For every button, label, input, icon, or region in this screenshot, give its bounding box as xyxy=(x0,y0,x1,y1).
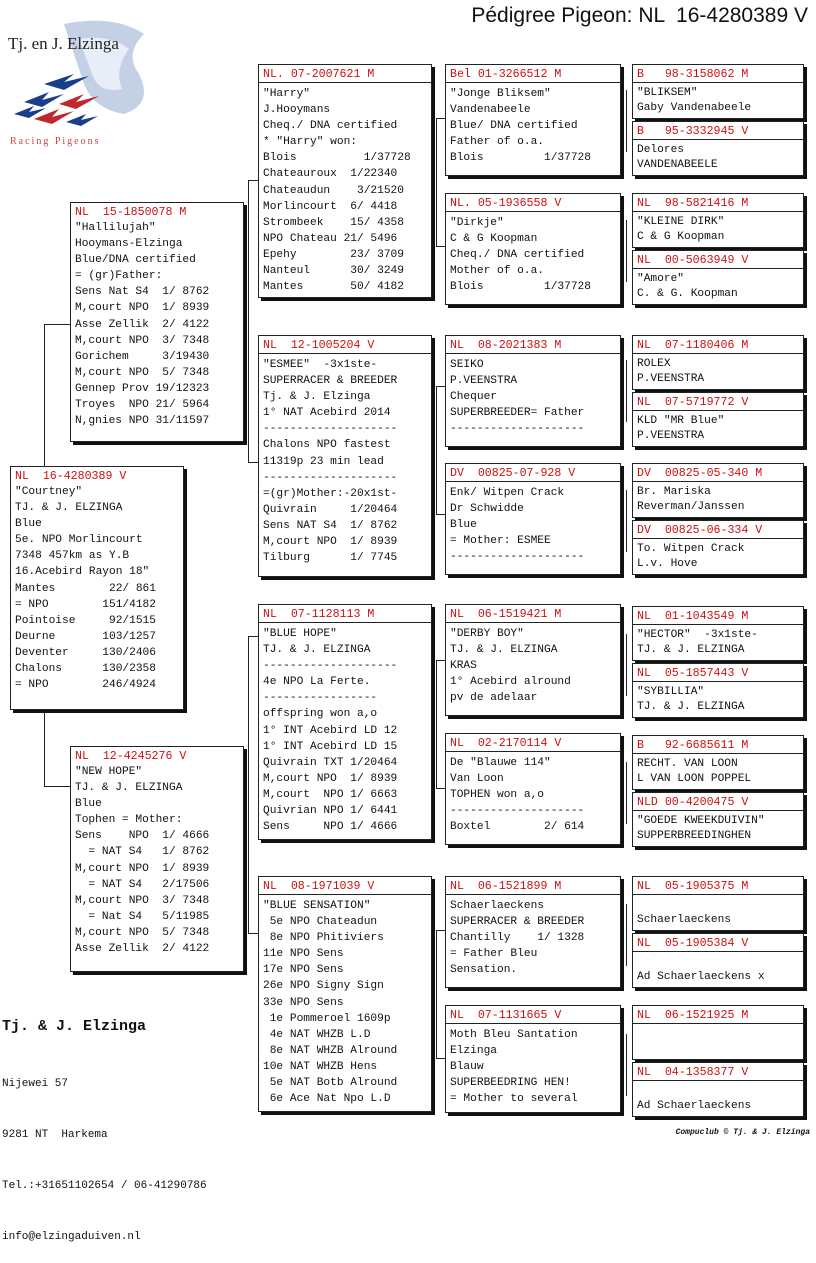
detail-line: = Father Bleu xyxy=(450,948,538,961)
detail-line xyxy=(637,955,799,970)
pigeon-details xyxy=(637,542,799,573)
pigeon-details xyxy=(637,272,799,303)
pigeon-details xyxy=(637,86,799,117)
detail-line: "DERBY BOY" xyxy=(450,628,524,640)
grandmother-paternal-card xyxy=(258,335,432,577)
great-grandparent-card xyxy=(632,933,804,988)
pigeon-details xyxy=(450,755,616,835)
detail-line: "Courtney" xyxy=(15,486,83,498)
detail-line: Quivrain 1/20464 xyxy=(263,503,398,516)
detail-line xyxy=(637,1058,799,1060)
ring-number: DV 00825-05-340 M xyxy=(633,466,803,482)
great-grandparent-card xyxy=(632,121,804,176)
detail-line: Dr Schwidde xyxy=(450,503,524,516)
detail-line: 4e NPO La Ferte. xyxy=(263,676,371,689)
connector-line xyxy=(436,118,445,119)
connector-line xyxy=(626,762,627,824)
ancestor-card xyxy=(445,876,621,988)
detail-line: "BLUE HOPE" xyxy=(263,628,337,640)
connector-line xyxy=(436,788,445,789)
ancestor-card xyxy=(445,604,621,716)
detail-line: M,court NPO 5/ 7348 xyxy=(75,926,210,939)
connector-line xyxy=(436,660,437,788)
ring-number: NLD 00-4200475 V xyxy=(633,795,803,811)
detail-line: Schaerlaeckens xyxy=(637,914,731,927)
detail-line: = Nat S4 5/11985 xyxy=(75,910,210,923)
detail-line: M,court NPO 1/ 6663 xyxy=(263,788,398,801)
pigeon-details xyxy=(637,898,799,929)
detail-line: -------------------- xyxy=(263,660,398,673)
detail-line: "SYBILLIA" xyxy=(637,686,705,698)
pigeon-details xyxy=(637,215,799,246)
detail-line: -------------------- xyxy=(450,423,585,436)
owner-name: Tj. & J. Elzinga xyxy=(2,1018,147,1035)
ancestor-card xyxy=(445,64,621,176)
detail-line: J.Hooymans xyxy=(263,104,331,117)
owner-address-line: 9281 NT Harkema xyxy=(2,1129,108,1141)
detail-line: Hooymans-Elzinga xyxy=(75,238,183,251)
detail-line: Blue/DNA certified xyxy=(75,254,196,267)
ring-number: NL 16-4280389 V xyxy=(15,470,127,483)
detail-line: 1° NAT Acebird 2014 xyxy=(263,407,391,420)
detail-line: Quivrian NPO 1/ 6441 xyxy=(263,805,398,818)
connector-line xyxy=(436,118,437,246)
detail-line: Tj. & J. Elzinga xyxy=(263,391,371,404)
detail-line: Delores xyxy=(637,144,684,156)
detail-line: -------------------- xyxy=(450,551,585,564)
great-grandparent-card xyxy=(632,64,804,119)
detail-line: 17e NPO Sens xyxy=(263,964,344,977)
detail-line: -------------------- xyxy=(263,471,398,484)
great-grandparent-card xyxy=(632,663,804,718)
detail-line: SUPERRACER & BREEDER xyxy=(263,375,398,388)
detail-line: "BLIKSEM" xyxy=(637,87,698,99)
detail-line: = (gr)Father: xyxy=(75,270,163,283)
detail-line: Schaerlaeckens xyxy=(450,900,544,912)
connector-line xyxy=(626,634,627,696)
detail-line: TJ. & J. ELZINGA xyxy=(263,644,371,657)
detail-line: Nanteul 30/ 3249 xyxy=(263,265,404,278)
ring-number: NL 00-5063949 V xyxy=(633,253,803,269)
detail-line: Vandenabeele xyxy=(450,104,531,117)
connector-line xyxy=(626,904,627,966)
ring-number: Bel 01-3266512 M xyxy=(446,67,620,83)
detail-line: Asse Zellik 2/ 4122 xyxy=(75,318,210,331)
connector-line xyxy=(436,246,445,247)
logo-subtitle: Racing Pigeons xyxy=(10,136,101,147)
connector-line xyxy=(248,180,258,181)
detail-line: 5e NPO Chateadun xyxy=(263,916,378,929)
detail-line: Boxtel 2/ 614 xyxy=(450,821,585,834)
detail-line: 11e NPO Sens xyxy=(263,948,344,961)
detail-line xyxy=(637,1027,799,1042)
detail-line: = Mother: ESMEE xyxy=(450,535,551,548)
pigeon-details xyxy=(637,628,799,659)
detail-line: P.VEENSTRA xyxy=(637,373,705,386)
detail-line: Tophen = Mother: xyxy=(75,814,183,827)
detail-line: = NPO 151/4182 xyxy=(15,598,156,611)
detail-line: Br. Mariska xyxy=(637,486,711,498)
connector-line xyxy=(44,324,70,325)
detail-line: C. & G. Koopman xyxy=(637,288,738,301)
pigeon-details xyxy=(263,86,427,295)
great-grandparent-card xyxy=(632,876,804,931)
pigeon-details xyxy=(637,357,799,388)
connector-line xyxy=(248,933,258,934)
detail-line: 1° INT Acebird LD 12 xyxy=(263,724,398,737)
great-grandparent-card xyxy=(632,520,804,575)
detail-line: Mother of o.a. xyxy=(450,265,544,278)
detail-line: Morlincourt 6/ 4418 xyxy=(263,200,398,213)
pigeon-details xyxy=(637,1084,799,1115)
detail-line: 10e NAT WHZB Hens xyxy=(263,1060,378,1073)
detail-line: * "Harry" won: xyxy=(263,136,357,149)
connector-line xyxy=(626,490,627,552)
ring-number: NL 08-1971039 V xyxy=(259,879,431,895)
ring-number: NL 07-1180406 M xyxy=(633,338,803,354)
ring-number: NL 01-1043549 M xyxy=(633,609,803,625)
footer-credit: Compuclub © Tj. & J. Elzinga xyxy=(675,1128,810,1137)
detail-line: 4e NAT WHZB L.D xyxy=(263,1028,371,1041)
ring-number: NL 12-1005204 V xyxy=(259,338,431,354)
ring-number: NL 06-1521899 M xyxy=(446,879,620,895)
great-grandparent-card xyxy=(632,792,804,847)
detail-line: M,court NPO 5/ 7348 xyxy=(75,366,210,379)
detail-line xyxy=(637,1042,799,1057)
connector-line xyxy=(436,660,445,661)
mother-card xyxy=(70,746,244,972)
grandmother-maternal-card xyxy=(258,876,432,1112)
pigeon-details xyxy=(637,485,799,516)
pigeon-details xyxy=(637,757,799,788)
detail-line: Blauw xyxy=(450,1061,484,1074)
detail-line: "Amore" xyxy=(637,273,684,285)
detail-line: 11319p 23 min lead xyxy=(263,455,384,468)
detail-line: N,gnies NPO 31/11597 xyxy=(75,415,210,428)
detail-line: 7348 457km as Y.B xyxy=(15,550,130,563)
detail-line: "KLEINE DIRK" xyxy=(637,216,725,228)
great-grandparent-card xyxy=(632,1005,804,1060)
ring-number: NL 12-4245276 V xyxy=(75,750,187,763)
detail-line: Chantilly 1/ 1328 xyxy=(450,932,585,945)
pigeon-details xyxy=(263,898,427,1107)
connector-line xyxy=(248,462,258,463)
detail-line: Gennep Prov 19/12323 xyxy=(75,382,210,395)
connector-line xyxy=(626,360,627,422)
detail-line: Elzinga xyxy=(450,1045,497,1058)
connector-line xyxy=(436,1058,445,1059)
detail-line: Chateaudun 3/21520 xyxy=(263,184,404,197)
detail-line: VANDENABEELE xyxy=(637,159,718,172)
detail-line: "Jonge Bliksem" xyxy=(450,88,551,100)
great-grandparent-card xyxy=(632,1062,804,1117)
detail-line: "BLUE SENSATION" xyxy=(263,900,371,912)
detail-line: Mantes 22/ 861 xyxy=(15,582,156,595)
detail-line: 6e Ace Nat Npo L.D xyxy=(263,1093,391,1106)
detail-line: SUPERRACER & BREEDER xyxy=(450,916,585,929)
detail-line: pv de adelaar xyxy=(450,692,538,705)
detail-line: M,court NPO 1/ 8939 xyxy=(75,862,210,875)
detail-line: = NPO 246/4924 xyxy=(15,679,156,692)
detail-line: TJ. & J. ELZINGA xyxy=(637,644,745,657)
detail-line: "Hallilujah" xyxy=(75,222,156,234)
detail-line: C & G Koopman xyxy=(637,231,725,244)
detail-line: P.VEENSTRA xyxy=(450,375,518,388)
detail-line: = NAT S4 2/17506 xyxy=(75,878,210,891)
detail-line: "NEW HOPE" xyxy=(75,766,143,778)
ring-number: NL 04-1358377 V xyxy=(633,1065,803,1081)
ring-number: NL 06-1521925 M xyxy=(633,1008,803,1024)
detail-line: 26e NPO Signy Sign xyxy=(263,980,384,993)
detail-line: Sens Nat S4 1/ 8762 xyxy=(75,286,210,299)
connector-line xyxy=(626,220,627,282)
detail-line xyxy=(637,898,799,913)
father-card xyxy=(70,202,244,442)
owner-phone: Tel.:+31651102654 / 06-41290786 xyxy=(2,1180,207,1192)
detail-line: "GOEDE KWEEKDUIVIN" xyxy=(637,815,765,827)
detail-line: TJ. & J. ELZINGA xyxy=(15,502,123,515)
detail-line: Blue/ DNA certified xyxy=(450,120,578,133)
pigeon-details xyxy=(263,626,427,835)
detail-line: Cheq./ DNA certified xyxy=(450,249,585,262)
detail-line: P.VEENSTRA xyxy=(637,430,705,443)
ancestor-card xyxy=(445,1005,621,1113)
great-grandparent-card xyxy=(632,335,804,390)
owner-contact xyxy=(2,1042,207,1263)
great-grandparent-card xyxy=(632,250,804,305)
ring-number: DV 00825-06-334 V xyxy=(633,523,803,539)
detail-line: Mantes 50/ 4182 xyxy=(263,281,404,294)
detail-line: SUPPERBREEDINGHEN xyxy=(637,830,752,843)
detail-line: Cheq./ DNA certified xyxy=(263,120,398,133)
detail-line: TOPHEN won a,o xyxy=(450,789,544,802)
detail-line: TJ. & J. ELZINGA xyxy=(75,782,183,795)
detail-line: = Mother to several xyxy=(450,1093,578,1106)
detail-line: Gorichem 3/19430 xyxy=(75,350,210,363)
detail-line: "HECTOR" -3x1ste- xyxy=(637,629,758,641)
connector-line xyxy=(626,90,627,152)
detail-line: M,court NPO 1/ 8939 xyxy=(263,536,398,549)
detail-line xyxy=(637,1084,799,1099)
detail-line: M,court NPO 1/ 8939 xyxy=(263,772,398,785)
owner-email: info@elzingaduiven.nl xyxy=(2,1231,141,1243)
detail-line: SUPERBEEDRING HEN! xyxy=(450,1077,571,1090)
pigeon-details xyxy=(450,357,616,437)
detail-line: Father of o.a. xyxy=(450,136,544,149)
detail-line: Moth Bleu Santation xyxy=(450,1029,578,1041)
detail-line: Sensation. xyxy=(450,964,518,977)
great-grandparent-card xyxy=(632,463,804,518)
connector-line xyxy=(436,386,437,514)
ring-number: NL 05-1905375 M xyxy=(633,879,803,895)
detail-line: KRAS xyxy=(450,660,477,673)
detail-line: 8e NPO Phitiviers xyxy=(263,932,384,945)
detail-line: Van Loon xyxy=(450,773,504,786)
ring-number: B 92-6685611 M xyxy=(633,738,803,754)
detail-line: To. Witpen Crack xyxy=(637,543,745,555)
detail-line: Ad Schaerlaeckens xyxy=(637,1100,752,1113)
detail-line: =(gr)Mother:-20x1st- xyxy=(263,487,398,500)
detail-line: M,court NPO 3/ 7348 xyxy=(75,894,210,907)
detail-line: M,court NPO 1/ 8939 xyxy=(75,302,210,315)
detail-line: "Dirkje" xyxy=(450,217,504,229)
detail-line: L VAN LOON POPPEL xyxy=(637,773,752,786)
detail-line: Sens NAT S4 1/ 8762 xyxy=(263,519,398,532)
detail-line: ROLEX xyxy=(637,358,671,370)
detail-line: -------------------- xyxy=(450,805,585,818)
logo-name: Tj. en J. Elzinga xyxy=(8,34,119,53)
ring-number: NL 02-2170114 V xyxy=(446,736,620,752)
great-grandparent-card xyxy=(632,392,804,447)
pigeon-details xyxy=(450,898,616,978)
ring-number: DV 00825-07-928 V xyxy=(446,466,620,482)
detail-line: Deventer 130/2406 xyxy=(15,646,156,659)
pigeon-details xyxy=(637,955,799,986)
detail-line: 8e NAT WHZB Alround xyxy=(263,1044,398,1057)
detail-line: 5e. NPO Morlincourt xyxy=(15,534,143,547)
pigeon-details xyxy=(75,220,239,429)
detail-line: Quivrain TXT 1/20464 xyxy=(263,756,398,769)
ring-number: NL 06-1519421 M xyxy=(446,607,620,623)
pigeon-details xyxy=(15,484,179,693)
ring-number: B 98-3158062 M xyxy=(633,67,803,83)
ring-number: B 95-3332945 V xyxy=(633,124,803,140)
detail-line: Blois 1/37728 xyxy=(450,152,591,165)
pigeon-details xyxy=(450,215,616,295)
ancestor-card xyxy=(445,193,621,305)
ring-number: NL 15-1850078 M xyxy=(75,206,187,219)
connector-line xyxy=(44,749,45,786)
detail-line: Gaby Vandenabeele xyxy=(637,102,752,115)
ring-number: NL 05-1905384 V xyxy=(633,936,803,952)
connector-line xyxy=(248,636,258,637)
connector-line xyxy=(436,930,437,1058)
ancestor-card xyxy=(445,335,621,447)
owner-address-line: Nijewei 57 xyxy=(2,1078,69,1090)
detail-line: Strombeek 15/ 4358 xyxy=(263,216,404,229)
pigeon-details xyxy=(450,1027,616,1107)
detail-line: 1° INT Acebird LD 15 xyxy=(263,740,398,753)
ancestor-card xyxy=(445,733,621,845)
pigeon-details xyxy=(263,357,427,566)
detail-line: Sens NPO 1/ 4666 xyxy=(75,830,210,843)
detail-line: = NAT S4 1/ 8762 xyxy=(75,846,210,859)
ancestor-card xyxy=(445,463,621,575)
detail-line: Ad Schaerlaeckens x xyxy=(637,971,765,984)
detail-line: Blois 1/37728 xyxy=(450,281,591,294)
ring-number: NL. 07-2007621 M xyxy=(259,67,431,83)
ring-number: NL 05-1857443 V xyxy=(633,666,803,682)
ring-number: NL 07-5719772 V xyxy=(633,395,803,411)
connector-line xyxy=(436,386,445,387)
pigeon-details xyxy=(450,86,616,166)
detail-line: L.v. Hove xyxy=(637,558,698,571)
detail-line: NPO Chateau 21/ 5496 xyxy=(263,232,398,245)
detail-line: KLD "MR Blue" xyxy=(637,415,725,427)
ring-number: NL 08-2021383 M xyxy=(446,338,620,354)
connector-line xyxy=(248,180,249,462)
ring-number: NL. 05-1936558 V xyxy=(446,196,620,212)
detail-line: Sens NPO 1/ 4666 xyxy=(263,821,398,834)
connector-line xyxy=(436,930,445,931)
great-grandparent-card xyxy=(632,735,804,790)
ring-number: NL 07-1131665 V xyxy=(446,1008,620,1024)
great-grandparent-card xyxy=(632,193,804,248)
detail-line: Pointoise 92/1515 xyxy=(15,614,156,627)
detail-line: TJ. & J. ELZINGA xyxy=(450,644,558,657)
pigeon-details xyxy=(450,485,616,565)
detail-line: 5e NAT Botb Alround xyxy=(263,1077,398,1090)
detail-line: 16.Acebird Rayon 18" xyxy=(15,566,150,579)
detail-line: offspring won a,o xyxy=(263,708,378,721)
detail-line: Blue xyxy=(450,519,477,532)
detail-line: -------------------- xyxy=(263,423,398,436)
detail-line: Epehy 23/ 3709 xyxy=(263,248,404,261)
detail-line: 1e Pommeroel 1609p xyxy=(263,1012,391,1025)
connector-line xyxy=(626,1034,627,1096)
connector-line xyxy=(44,786,70,787)
connector-line xyxy=(436,514,445,515)
detail-line: Troyes NPO 21/ 5964 xyxy=(75,399,210,412)
pigeon-details xyxy=(637,814,799,845)
ring-number: NL 98-5821416 M xyxy=(633,196,803,212)
detail-line: 33e NPO Sens xyxy=(263,996,344,1009)
detail-line: TJ. & J. ELZINGA xyxy=(637,701,745,714)
pigeon-details xyxy=(75,764,239,957)
detail-line: Blue xyxy=(75,798,102,811)
main-pigeon-card xyxy=(10,466,184,710)
detail-line: Deurne 103/1257 xyxy=(15,630,156,643)
pigeon-details xyxy=(637,685,799,716)
detail-line: De "Blauwe 114" xyxy=(450,757,551,769)
detail-line: M,court NPO 3/ 7348 xyxy=(75,334,210,347)
detail-line: Chateauroux 1/22340 xyxy=(263,168,398,181)
detail-line: Asse Zellik 2/ 4122 xyxy=(75,943,210,956)
detail-line: RECHT. VAN LOON xyxy=(637,758,738,770)
detail-line: Chalons NPO fastest xyxy=(263,439,391,452)
pigeon-details xyxy=(637,1027,799,1060)
connector-line xyxy=(44,709,45,749)
detail-line: 1° Acebird alround xyxy=(450,676,571,689)
detail-line: "ESMEE" -3x1ste- xyxy=(263,359,378,371)
detail-line: Blois 1/37728 xyxy=(263,152,411,165)
detail-line: Tilburg 1/ 7745 xyxy=(263,552,398,565)
detail-line: SEIKO xyxy=(450,359,484,371)
ring-number: NL 07-1128113 M xyxy=(259,607,431,623)
detail-line: Reverman/Janssen xyxy=(637,501,745,514)
connector-line xyxy=(44,324,45,467)
detail-line: ----------------- xyxy=(263,692,378,705)
page-title: Pédigree Pigeon: NL 16-4280389 V xyxy=(471,4,808,27)
detail-line: Chalons 130/2358 xyxy=(15,663,156,676)
detail-line: Chequer xyxy=(450,391,497,404)
detail-line: Blue xyxy=(15,518,42,531)
great-grandparent-card xyxy=(632,606,804,661)
detail-line: C & G Koopman xyxy=(450,233,538,246)
detail-line: Enk/ Witpen Crack xyxy=(450,487,565,499)
pigeon-details xyxy=(637,414,799,445)
grandfather-maternal-card xyxy=(258,604,432,840)
pigeon-details xyxy=(450,626,616,706)
pigeon-details xyxy=(637,143,799,174)
connector-line xyxy=(248,636,249,933)
detail-line: SUPERBREEDER= Father xyxy=(450,407,585,420)
grandfather-paternal-card xyxy=(258,64,432,298)
detail-line: "Harry" xyxy=(263,88,310,100)
